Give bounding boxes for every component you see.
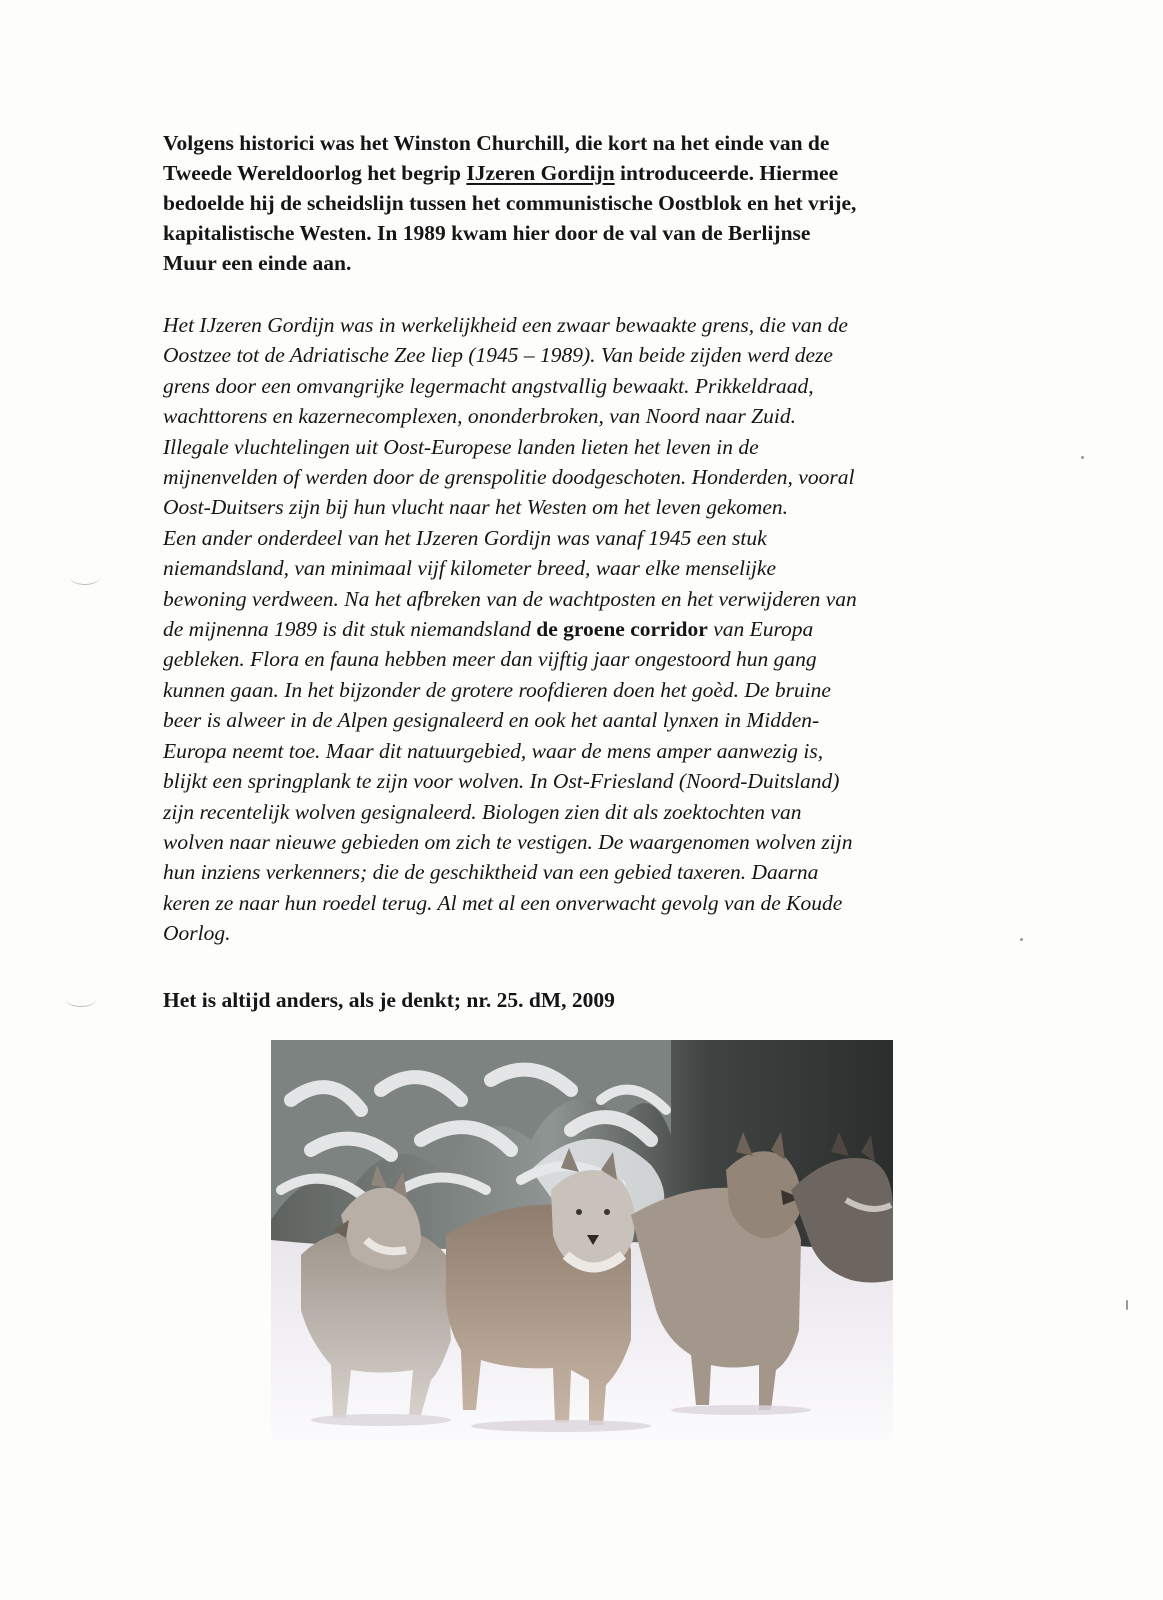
body-line: Oostzee tot de Adriatische Zee liep (1945 – 1989). Van beide zijden werd deze bbox=[163, 343, 833, 368]
body-line: niemandsland, van minimaal vijf kilometer breed, waar elke menselijke bbox=[163, 556, 777, 581]
body-paragraph bbox=[163, 310, 1033, 949]
body-line: kunnen gaan. In het bijzonder de grotere roofdieren doen het goèd. De bruine bbox=[163, 677, 831, 702]
body-line: wolven naar nieuwe gebieden om zich te vestigen. De waargenomen wolven zijn bbox=[163, 829, 853, 854]
intro-line-1: Volgens historici was het Winston Churchill, die kort na het einde van de bbox=[163, 131, 830, 155]
body-line: hun inziens verkenners; die de geschiktheid van een gebied taxeren. Daarna bbox=[163, 860, 819, 885]
body-line: Illegale vluchtelingen uit Oost-Europese landen lieten het leven in de bbox=[163, 434, 759, 459]
body-line: Oorlog. bbox=[163, 921, 231, 946]
body-line: Een ander onderdeel van het IJzeren Gordijn was vanaf 1945 een stuk bbox=[163, 525, 767, 550]
body-line: wachttorens en kazernecomplexen, ononderbroken, van Noord naar Zuid. bbox=[163, 404, 796, 429]
body-line: beer is alweer in de Alpen gesignaleerd en ook het aantal lynxen in Midden- bbox=[163, 708, 820, 733]
scan-speck bbox=[1020, 938, 1023, 941]
body-line: Europa neemt toe. Maar dit natuurgebied, waar de mens amper aanwezig is, bbox=[163, 738, 824, 763]
iron-curtain-term: IJzeren Gordijn bbox=[466, 161, 615, 185]
body-line: bewoning verdween. Na het afbreken van de wachtposten en het verwijderen van bbox=[163, 586, 857, 611]
body-line: gebleken. Flora en fauna hebben meer dan vijftig jaar ongestoord hun gang bbox=[163, 647, 817, 672]
scan-speck bbox=[1126, 1300, 1128, 1310]
body-line: Oost-Duitsers zijn bij hun vlucht naar het Westen om het leven gekomen. bbox=[163, 495, 788, 520]
body-line: zijn recentelijk wolven gesignaleerd. Biologen zien dit als zoektochten van bbox=[163, 799, 802, 824]
intro-paragraph bbox=[163, 128, 1033, 278]
body-line: keren ze naar hun roedel terug. Al met al een onverwacht gevolg van de Koude bbox=[163, 890, 843, 915]
body-line: Het IJzeren Gordijn was in werkelijkheid een zwaar bewaakte grens, die van de bbox=[163, 313, 848, 337]
source-citation: Het is altijd anders, als je denkt; nr. 25. dM, 2009 bbox=[163, 988, 615, 1012]
body-line: mijnenvelden of werden door de grenspolitie doodgeschoten. Honderden, vooral bbox=[163, 465, 855, 490]
intro-line-3: bedoelde hij de scheidslijn tussen het communistische Oostblok en het vrije, bbox=[163, 191, 857, 215]
punch-hole-mark bbox=[70, 570, 100, 585]
green-corridor-highlight: de groene corridor bbox=[536, 617, 708, 642]
body-line: de mijnenna 1989 is dit stuk niemandsland de groene corridor van Europa bbox=[163, 617, 814, 642]
intro-line-2: Tweede Wereldoorlog het begrip IJzeren Gordijn introduceerde. Hiermee bbox=[163, 161, 839, 185]
punch-hole-mark bbox=[66, 992, 96, 1007]
intro-line-5: Muur een einde aan. bbox=[163, 251, 352, 275]
scan-speck bbox=[1081, 456, 1084, 459]
intro-line-4: kapitalistische Westen. In 1989 kwam hier door de val van de Berlijnse bbox=[163, 221, 811, 245]
body-line: grens door een omvangrijke legermacht angstvallig bewaakt. Prikkeldraad, bbox=[163, 373, 814, 398]
wolf-pack-in-snow-photo bbox=[271, 1040, 893, 1440]
body-line: blijkt een springplank te zijn voor wolven. In Ost-Friesland (Noord-Duitsland) bbox=[163, 769, 840, 794]
